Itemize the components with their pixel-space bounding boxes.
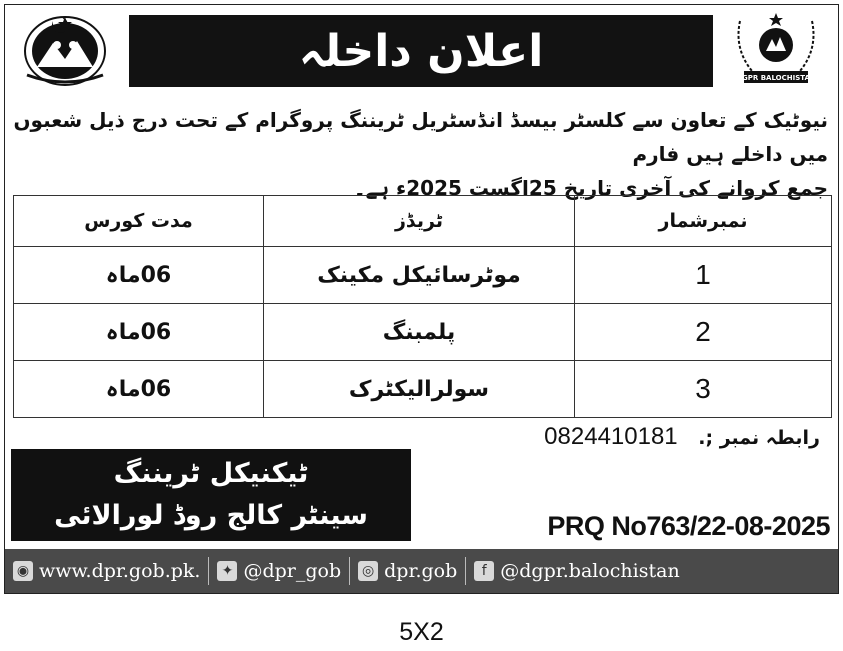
advertisement <box>4 4 839 594</box>
footer-website[interactable] <box>5 549 208 593</box>
footer-twitter[interactable] <box>209 549 349 593</box>
dgpr-balochistan-logo <box>726 9 826 89</box>
globe-icon: ◉ <box>13 561 33 581</box>
table-row <box>14 247 832 304</box>
contact-phone: 0824410181 <box>544 423 678 450</box>
prq-number: PRQ No763/22-08-2025 <box>547 511 830 541</box>
row-number: 2 <box>575 304 832 361</box>
row-trade: سولرالیکٹرک <box>264 361 575 418</box>
dgpr-logo-text: DGPR BALOCHISTAN <box>736 74 816 82</box>
intro-line-1: نیوٹیک کے تعاون سے کلسٹر بیسڈ انڈسٹریل ٹریننگ پروگرام کے تحت درج ذیل شعبوں میں داخلے ہیں فارم <box>13 108 828 166</box>
instagram-icon: ◎ <box>358 561 378 581</box>
contact-label: رابطہ نمبر ;. <box>698 427 820 449</box>
header-course-duration: مدت کورس <box>14 196 264 247</box>
intro-line-2: جمع کروانے کی آخری تاریخ 25اگست 2025ء ہے۔ <box>353 176 828 200</box>
website-text: www.dpr.gob.pk. <box>39 560 201 582</box>
balochistan-emblem-logo <box>15 9 115 89</box>
center-name-line-1: ٹیکنیکل ٹریننگ <box>113 458 309 489</box>
training-center-box <box>11 449 411 541</box>
facebook-icon: f <box>474 561 494 581</box>
twitter-icon: ✦ <box>217 561 237 581</box>
header-serial-number: نمبرشمار <box>575 196 832 247</box>
table-header-row <box>14 196 832 247</box>
header-trades: ٹریڈز <box>264 196 575 247</box>
social-footer <box>5 549 838 593</box>
instagram-text: dpr.gob <box>384 560 458 582</box>
footer-facebook[interactable] <box>466 549 687 593</box>
twitter-text: @dpr_gob <box>243 560 342 582</box>
announcement-title: اعلان داخلہ <box>129 15 713 87</box>
facebook-text: @dgpr.balochistan <box>500 560 680 582</box>
table-row <box>14 304 832 361</box>
table-row <box>14 361 832 418</box>
row-number: 1 <box>575 247 832 304</box>
contact-info <box>544 423 820 451</box>
row-duration: 06ماہ <box>14 304 264 361</box>
intro-text <box>13 103 828 205</box>
trades-table <box>13 195 832 418</box>
row-number: 3 <box>575 361 832 418</box>
row-duration: 06ماہ <box>14 361 264 418</box>
ad-size-label: 5X2 <box>399 618 444 646</box>
row-duration: 06ماہ <box>14 247 264 304</box>
row-trade: پلمبنگ <box>264 304 575 361</box>
footer-instagram[interactable] <box>350 549 465 593</box>
row-trade: موٹرسائیکل مکینک <box>264 247 575 304</box>
center-name-line-2: سینٹر کالج روڈ لورالائی <box>54 500 368 531</box>
